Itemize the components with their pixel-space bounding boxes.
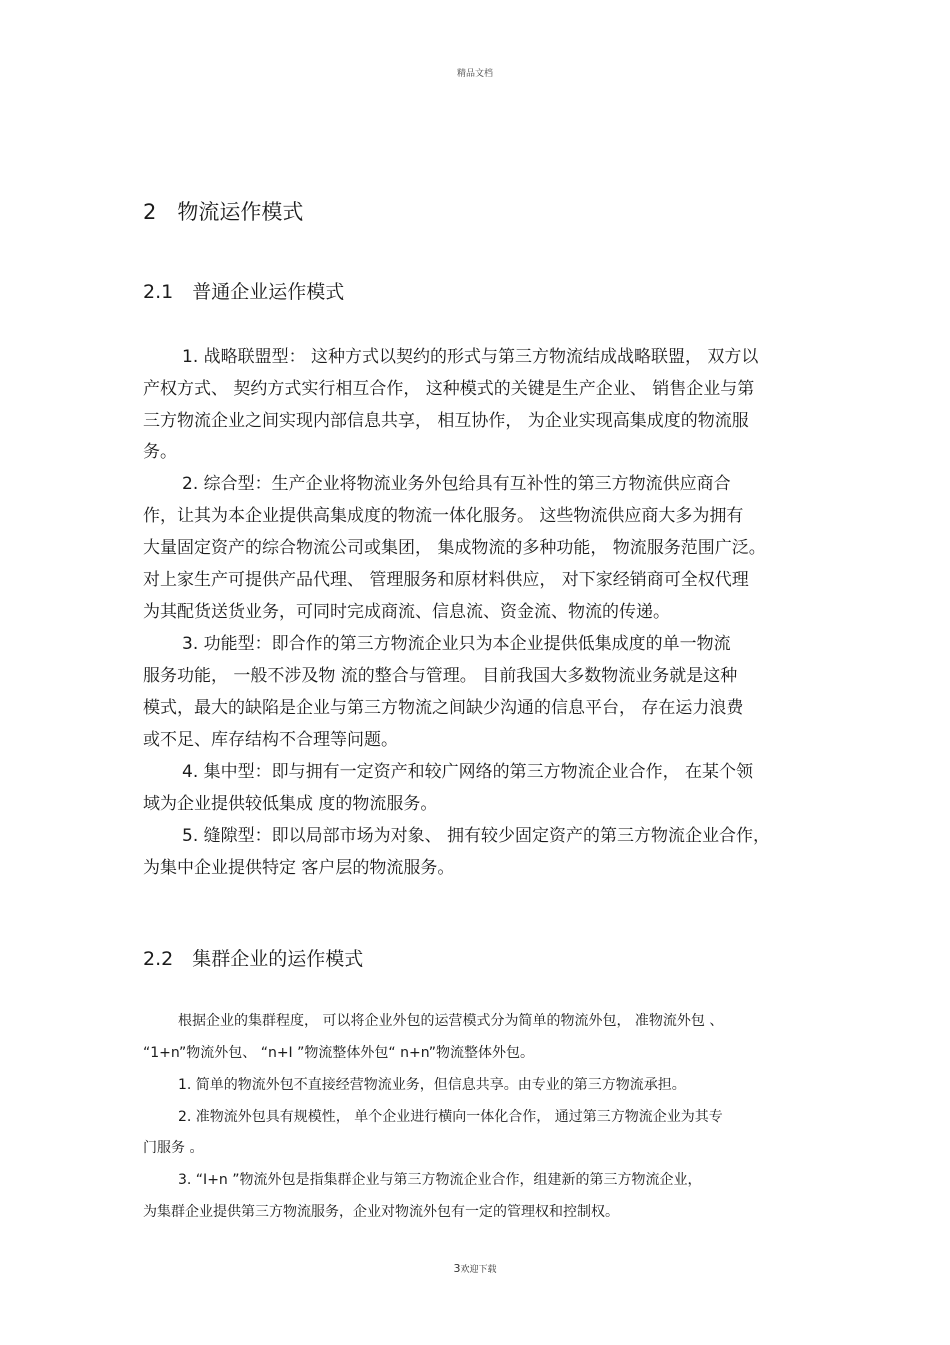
paragraph-line: “1+n”物流外包、 “n+I ”物流整体外包“ n+n”物流整体外包。 [143,1045,535,1061]
paragraph-line: 根据企业的集群程度， 可以将企业外包的运营模式分为简单的物流外包， 准物流外包 、 [178,1013,724,1029]
paragraph-line: 服务功能， 一般不涉及物 流的整合与管理。 目前我国大多数物流业务就是这种 [143,666,738,686]
paragraph-line: 域为企业提供较低集成 度的物流服务。 [143,794,438,814]
paragraph-line: 5. 缝隙型：即以局部市场为对象、 拥有较少固定资产的第三方物流企业合作， [182,826,771,846]
paragraph-line: 3. “I+n ”物流外包是指集群企业与第三方物流企业合作，组建新的第三方物流企业， [178,1172,702,1188]
paragraph-line: 2. 综合型：生产企业将物流业务外包给具有互补性的第三方物流供应商合 [182,474,731,494]
paragraph-line: 门服务 。 [143,1140,204,1156]
paragraph-line: 对上家生产可提供产品代理、 管理服务和原材料供应， 对下家经销商可全权代理 [143,570,749,590]
paragraph-line: 务。 [143,442,177,462]
paragraph-line: 1. 简单的物流外包不直接经营物流业务，但信息共享。由专业的第三方物流承担。 [178,1077,686,1093]
page-header: 精品文档 [456,69,493,79]
paragraph-line: 产权方式、 契约方式实行相互合作， 这种模式的关键是生产企业、 销售企业与第 [143,379,755,399]
chapter-title: 2 物流运作模式 [143,200,304,224]
section-heading-2-1: 2.1 普通企业运作模式 [143,281,345,303]
paragraph-line: 大量固定资产的综合物流公司或集团， 集成物流的多种功能， 物流服务范围广泛。 [143,538,766,558]
page-number: 3 [453,1262,461,1275]
paragraph-line: 4. 集中型：即与拥有一定资产和较广网络的第三方物流企业合作， 在某个领 [182,762,754,782]
page-footer [0,1262,950,1275]
footer-text: 欢迎下载 [460,1265,497,1275]
paragraph-line: 为集中企业提供特定 客户层的物流服务。 [143,858,455,878]
paragraph-line: 为集群企业提供第三方物流服务，企业对物流外包有一定的管理权和控制权。 [143,1204,619,1220]
section-heading-2-2: 2.2 集群企业的运作模式 [143,948,364,970]
paragraph-line: 模式，最大的缺陷是企业与第三方物流之间缺少沟通的信息平台， 存在运力浪费 [143,698,744,718]
paragraph-line: 作，让其为本企业提供高集成度的物流一体化服务。 这些物流供应商大多为拥有 [143,506,744,526]
paragraph-line: 三方物流企业之间实现内部信息共享， 相互协作， 为企业实现高集成度的物流服 [143,411,749,431]
paragraph-line: 3. 功能型：即合作的第三方物流企业只为本企业提供低集成度的单一物流 [182,634,731,654]
paragraph-line: 或不足、库存结构不合理等问题。 [143,730,398,750]
paragraph-line: 2. 准物流外包具有规模性， 单个企业进行横向一体化合作， 通过第三方物流企业为其专 [178,1109,723,1125]
paragraph-line: 为其配货送货业务，可同时完成商流、信息流、资金流、物流的传递。 [143,602,670,622]
paragraph-line: 1. 战略联盟型： 这种方式以契约的形式与第三方物流结成战略联盟， 双方以 [182,347,759,367]
